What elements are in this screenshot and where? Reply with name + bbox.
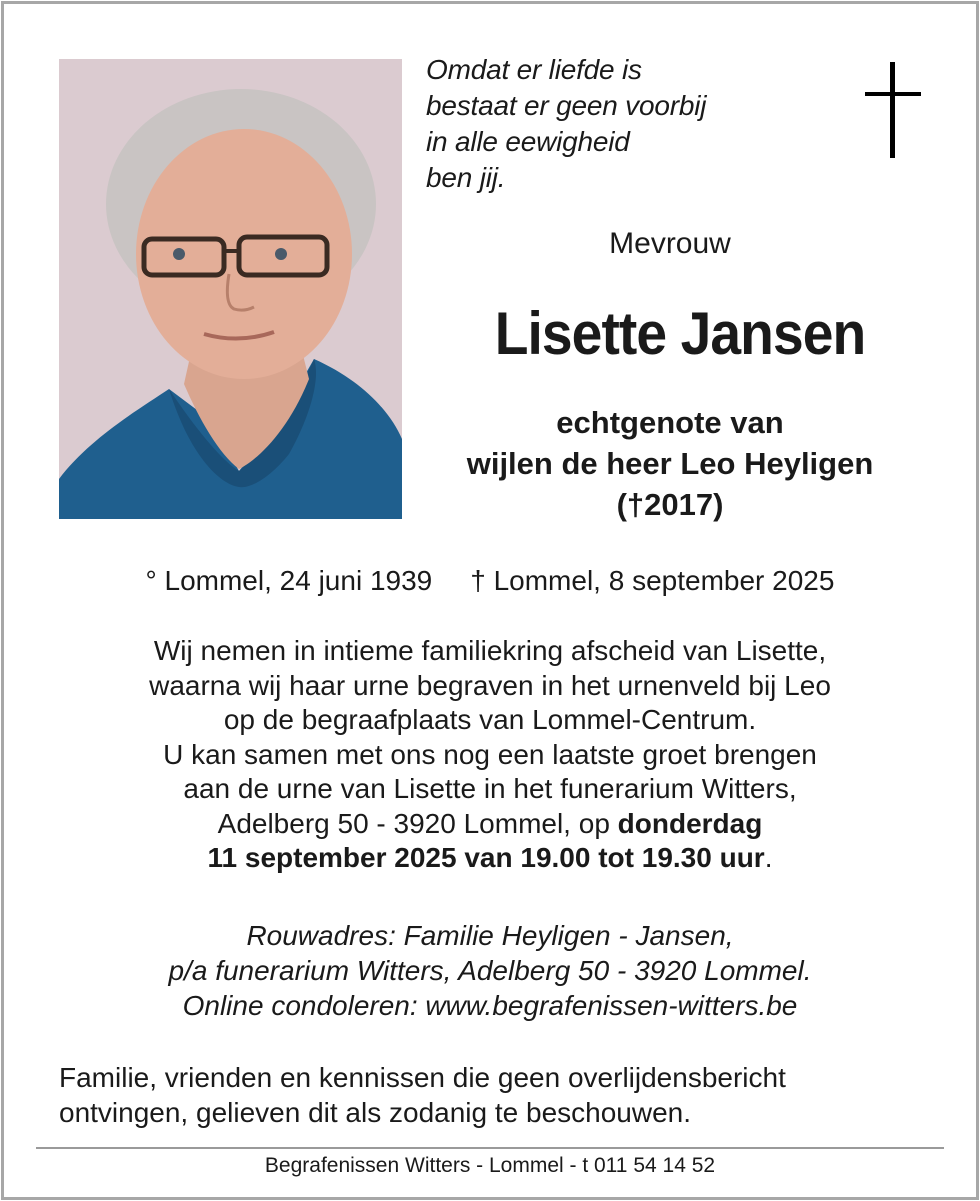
poem-line: bestaat er geen voorbij: [426, 90, 707, 121]
birth-date: ° Lommel, 24 juni 1939: [145, 565, 433, 596]
announcement-line: waarna wij haar urne begraven in het urnenveld bij Leo: [149, 669, 831, 701]
honorific: Mevrouw: [609, 227, 731, 260]
announcement-line: [40, 807, 940, 842]
announcement-line: op de begraafplaats van Lommel-Centrum.: [223, 704, 757, 735]
deceased-name: Lisette Jansen: [494, 300, 866, 367]
address-line: Online condoleren: www.begrafenissen-witters.be: [182, 990, 798, 1021]
relation-line: wijlen de heer Leo Heyligen: [466, 446, 874, 481]
address-line: p/a funerarium Witters, Adelberg 50 - 3920 Lommel.: [168, 955, 812, 986]
announcement-datetime: 11 september 2025 van 19.00 tot 19.30 uur: [207, 842, 765, 873]
relation-line: (†2017): [616, 487, 724, 522]
address-line: Rouwadres: Familie Heyligen - Jansen,: [246, 920, 734, 951]
announcement-text: [40, 634, 940, 876]
closing-note: [59, 1060, 786, 1130]
spouse-relation: [420, 402, 920, 525]
footer-divider: [36, 1147, 944, 1149]
announcement-plain: Adelberg 50 - 3920 Lommel, op: [217, 807, 618, 839]
memorial-poem: [426, 52, 786, 196]
closing-line: ontvingen, gelieven dit als zodanig te beschouwen.: [59, 1097, 691, 1128]
announcement-day: donderdag: [617, 807, 763, 839]
announcement-line: Wij nemen in intieme familiekring afscheid van Lisette,: [153, 635, 827, 666]
announcement-line: aan de urne van Lisette in het funerarium Witters,: [183, 773, 797, 804]
footer-text: Begrafenissen Witters - Lommel - t 011 54 14 52: [264, 1154, 716, 1177]
condolence-address: [40, 918, 940, 1023]
poem-line: Omdat er liefde is: [426, 54, 642, 85]
relation-line: echtgenote van: [556, 405, 784, 440]
poem-line: ben jij.: [426, 162, 506, 193]
poem-line: in alle eewigheid: [426, 126, 630, 157]
announcement-line: [40, 841, 940, 876]
announcement-line: U kan samen met ons nog een laatste groet brengen: [163, 738, 817, 770]
announcement-period: .: [764, 842, 773, 873]
life-dates: [40, 561, 940, 601]
cross-icon: [862, 62, 924, 160]
portrait-photo: [59, 59, 402, 519]
closing-line: Familie, vrienden en kennissen die geen overlijdensbericht: [59, 1062, 786, 1093]
death-date: † Lommel, 8 september 2025: [470, 565, 835, 596]
